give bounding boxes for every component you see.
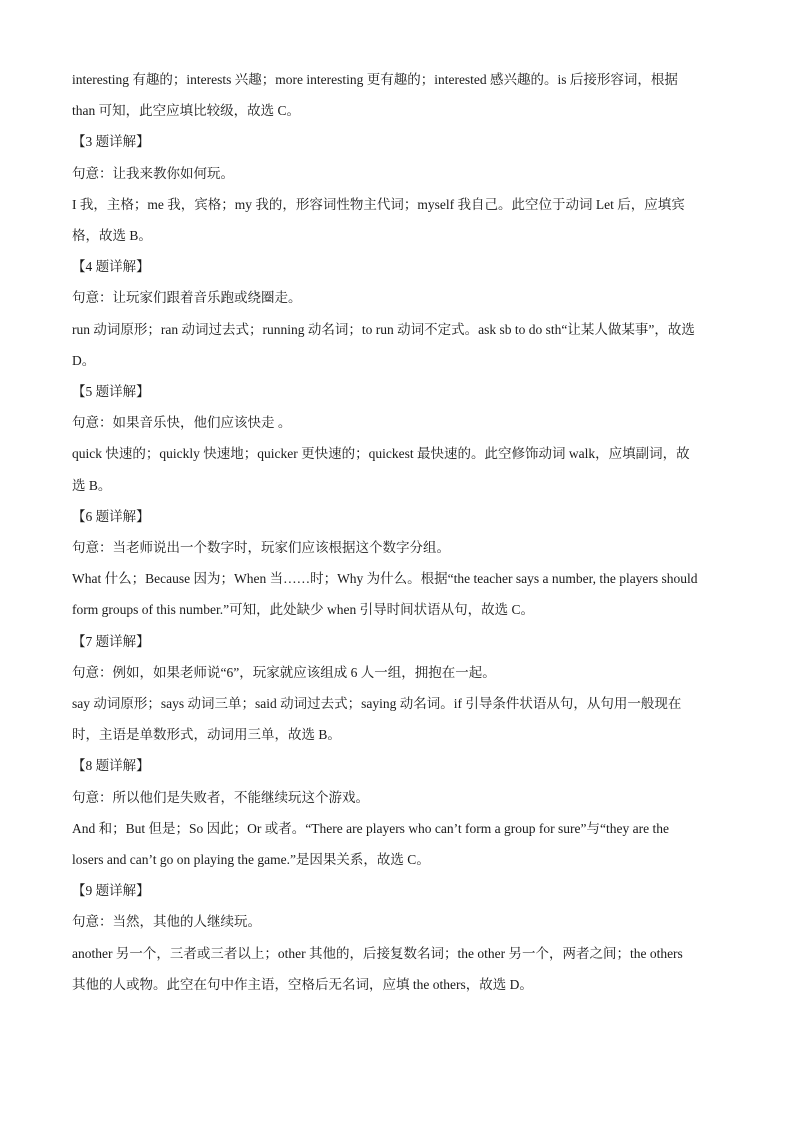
text-line: 其他的人或物。此空在句中作主语，空格后无名词，应填 the others，故选 D。 (72, 976, 533, 992)
text-line: 选 B。 (72, 477, 112, 493)
text-line: What 什么；Because 因为；When 当……时；Why 为什么。根据“the teacher says a number, the players should (72, 571, 698, 587)
text-line: D。 (72, 352, 96, 368)
text-line: than 可知，此空应填比较级，故选 C。 (72, 103, 300, 119)
answer-explanations (72, 64, 728, 1000)
text-line: 句意：所以他们是失败者，不能继续玩这个游戏。 (72, 789, 369, 805)
text-line: 句意：当然，其他的人继续玩。 (72, 914, 261, 930)
section-heading: 【3 题详解】 (72, 134, 150, 150)
section-heading: 【8 题详解】 (72, 758, 150, 774)
section-heading: 【6 题详解】 (72, 508, 150, 524)
text-line: And 和；But 但是；So 因此；Or 或者。“There are players who can’t form a group for sure”与“they are the (72, 820, 669, 836)
text-line: form groups of this number.”可知，此处缺少 when 引导时间状语从句，故选 C。 (72, 602, 534, 618)
text-line: 句意：例如，如果老师说“6”，玩家就应该组成 6 人一组，拥抱在一起。 (72, 664, 496, 680)
section-heading: 【4 题详解】 (72, 259, 150, 275)
text-line: 句意：让玩家们跟着音乐跑或绕圈走。 (72, 290, 302, 306)
text-line: say 动词原形；says 动词三单；said 动词过去式；saying 动名词。if 引导条件状语从句，从句用一般现在 (72, 696, 682, 712)
text-line: run 动词原形；ran 动词过去式；running 动名词；to run 动词不定式。ask sb to do sth“让某人做某事”，故选 (72, 321, 695, 337)
text-line: quick 快速的；quickly 快速地；quicker 更快速的；quickest 最快速的。此空修饰动词 walk，应填副词，故 (72, 446, 690, 462)
text-line: I 我，主格；me 我，宾格；my 我的，形容词性物主代词；myself 我自己。此空位于动词 Let 后，应填宾 (72, 196, 685, 212)
text-line: 句意：让我来教你如何玩。 (72, 165, 234, 181)
section-heading: 【9 题详解】 (72, 883, 150, 899)
text-line: 句意：如果音乐快，他们应该快走 。 (72, 415, 292, 431)
text-line: 格，故选 B。 (72, 228, 152, 244)
section-heading: 【7 题详解】 (72, 633, 150, 649)
section-heading: 【5 题详解】 (72, 384, 150, 400)
text-line: interesting 有趣的；interests 兴趣；more interesting 更有趣的；interested 感兴趣的。is 后接形容词，根据 (72, 72, 678, 87)
text-line: another 另一个，三者或三者以上；other 其他的，后接复数名词；the other 另一个，两者之间；the others (72, 945, 683, 961)
text-line: 句意：当老师说出一个数字时，玩家们应该根据这个数字分组。 (72, 540, 450, 556)
text-line: 时，主语是单数形式，动词用三单，故选 B。 (72, 727, 341, 743)
text-line: losers and can’t go on playing the game.”是因果关系，故选 C。 (72, 852, 430, 868)
